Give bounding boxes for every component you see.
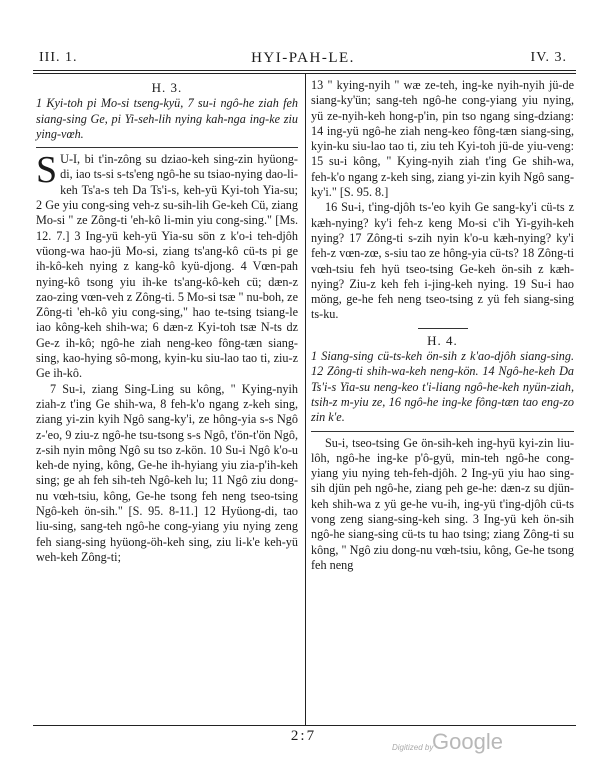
chapter-3-paragraph-2: 7 Su-i, ziang Sing-Ling su kông, " Kying-nyih ziah-z t'ing Ge shih-wa, 8 feh-k'o ngang z-keh sing, ziang yi-zin kyih Ngô sang-ky'i, ze hông-yia s-s Ngô z-'eo, 9 ziu-z ngô-he tsu-tsong s-s Ngô, t'ön-t'ön Ngô, z-sih nyin mông Ngô su tso z-kön. 10 Su-i Ngô k'o-u keh-de nying, kông, Ge-he ih-hyiang yiu zia-p'ih-keh sing; ge ah feh sih-teh Ngô-keh lu; 11 Ngô ziu dong-nu vœh-tsiu, kông, Ge-he tsong feh neng tseo-tsing Ngô-keh ön-sih." [S. 95. 8-11.] 12 Hyüong-di, tao liu-sing, sang-teh ngô-he cong-yiang yiu nying zeng feh siang-sing hyüong-öh-keh sing, ziu li-k'e keh-yü weh-keh Zông-ti;: [36, 381, 298, 564]
header-title: HYI-PAH-LE.: [251, 50, 355, 66]
left-column: [36, 78, 298, 565]
google-logo: Google: [432, 729, 503, 754]
chapter-4-summary: 1 Siang-sing cü-ts-keh ön-sih z k'ao-djôh siang-sing. 12 Zông-ti shih-wa-keh neng-kön. 14 Ngô-he-keh Da Ts'i-s Yia-su neng-keo t'i-liang ngô-he-keh nyün-ziah, tsih-z m-yiu ze, 16 ngô-he ing-ke fông-tæn tao eng-zo zin k'e.: [311, 349, 574, 425]
chapter-3-paragraph-4: 16 Su-i, t'ing-djôh ts-'eo kyih Ge sang-ky'i cü-ts z kæh-nying? ky'i feh-z keng Mo-si c'ih Yi-gyih-keh nying? 17 Zông-ti s-zih nyin k'o-u kæh-nying? ky'i feh-z vœn-zœ, s-siu tao ze hông-yia cü-ts? 18 Zông-ti vœh-tsiu feh hyü tseo-tsing Ge-keh ön-sih z kæh-nying? Ziu-z keh feh i-jing-keh nying. 19 Su-i hao möng, ge-he feh neng tseo-tsing z yü feh siang-sing ts-ku.: [311, 200, 574, 322]
running-header: [33, 50, 573, 70]
footer-rule: [33, 725, 576, 726]
column-divider: [305, 73, 306, 725]
digitization-watermark: [392, 731, 512, 757]
right-column: [311, 78, 574, 573]
watermark-caption: Digitized by: [392, 743, 434, 752]
chapter-4-opening-paragraph: Su-i, tseo-tsing Ge ön-sih-keh ing-hyü kyi-zin liu-lôh, ngô-he ing-ke p'ô-gyü, min-teh ngô-he cong-yiang yiu nying teh-feh-djôh. 2 Ing-yü yiu hao sing-sih djün peh ngô-he, ziang peh ge-he: dæn-z su djün-keh shih-wa z yü ge-he vu-ih, ing-yü t'ing-djôh cü-ts vong zeng siang-sing-keh sing. 3 Ing-yü keh ön-sih ngô-he siang-sing cü-ts tu hao tsing; ziang Zông-ti su kông, " Ngô ziu dong-nu vœh-tsiu, kông, Ge-he tsong feh neng: [311, 435, 574, 572]
header-rule: [33, 70, 576, 71]
header-left-reference: III. 1.: [39, 50, 78, 65]
drop-cap-letter: S: [36, 149, 58, 192]
chapter-heading-4: H. 4.: [427, 332, 458, 348]
chapter-heading-3: H. 3.: [151, 80, 183, 95]
header-right-reference: IV. 3.: [530, 50, 567, 65]
chapter-3-summary: 1 Kyi-toh pi Mo-si tseng-kyü, 7 su-i ngô-he ziah feh siang-sing Ge, pi Yi-seh-lih nying kah-nga ing-ke ziu ying-vœh.: [36, 96, 298, 141]
summary-divider-2: [311, 431, 574, 432]
chapter-divider: [418, 328, 468, 329]
summary-divider: [36, 147, 298, 148]
chapter-3-paragraph-3: 13 " kying-nyih " wæ ze-teh, ing-ke nyih-nyih jü-de siang-ky'ün; sang-teh ngô-he cong-yiang yiu nying, yü ze-nyih-keh hong-p'in, pin tso ngang sing-dziang: 14 ing-yü ngô-he ziah neng-keo fông-tæn siang-sing, kyin-ku siu-lao tao ti, ziu teh Kyi-toh jü-de yiu-veng: 15 su-i kông, " Kying-nyih ziah t'ing Ge shih-wa, feh-k'o ngang z-keh sing, ziang yi-zin kyih Ngô sang-ky'i." [S. 95. 8.]: [311, 78, 574, 200]
paragraph-text: U-I, bi t'in-zông su dziao-keh sing-zin hyüong-di, iao ts-si s-ts'eng ngô-he su tsiao-nying dao-li-keh Ts'a-s teh Da Ts'i-s, keh-yü Kyi-toh Yia-su; 2 Ge yiu cong-sing veh-z su-sih-lih Ge-keh Cü, ziang Mo-si " ze Zông-ti 'eh-kô li-min yiu cong-sing." [Ms. 12. 7.] 3 Ing-yü keh-yü Yia-su sön z k'o-i teh-djôh vüong-wa hao-jü Mo-si, ziang ts'ang-kô cü-ts pi ge ih-kô-keh nying z kang-kô kyü-djong. 4 Vœn-pah nying-kô tsong yiu ih-ke ts'ang-kô-keh cü; dæn-z zao-zing vœn-veh z Zông-ti. 5 Mo-si tsæ " nu-boh, ze Zông-ti 'eh-kô yiu cong-sing," hao te-tsing tsiang-le iao kông-keh shih-wa; 6 dæn-z Kyi-toh tsæ N-ts dz Ge-z ih-kô; ngô-he ziah neng-keo fông-tæn siang-sing, kao-hying sô-mong, kyin-ku siu-lao tao ti, ziu-z Ge ih-kô.: [36, 152, 298, 381]
page-number: 2:7: [290, 728, 317, 744]
chapter-3-opening-paragraph: [36, 149, 298, 381]
